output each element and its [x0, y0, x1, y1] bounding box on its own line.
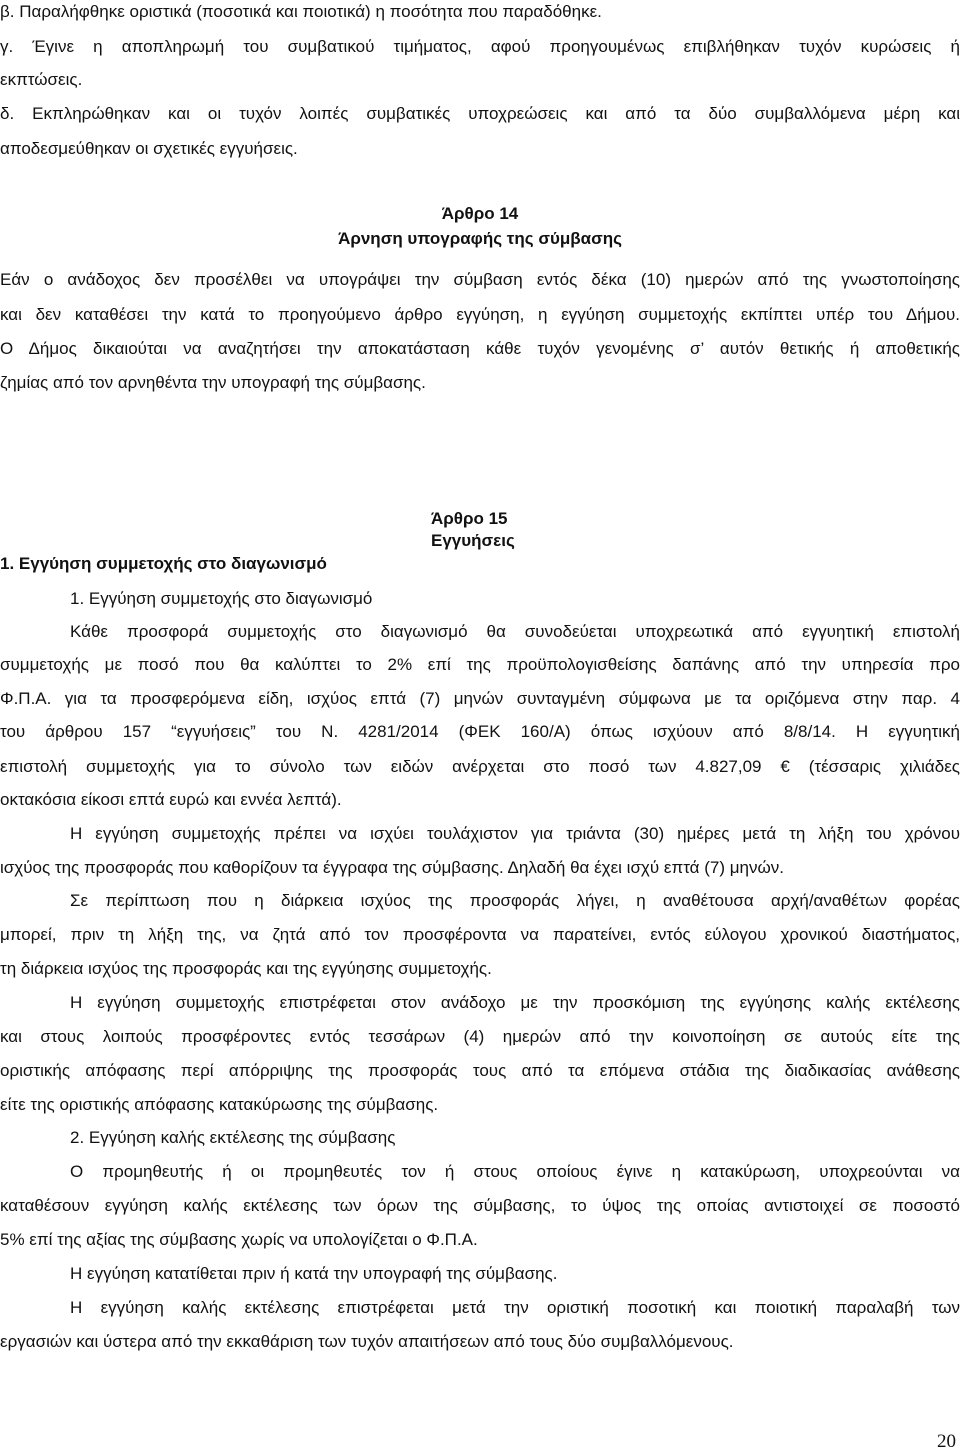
list-item-c-line-1: γ. Έγινε η αποπληρωμή του συμβατικού τιμήματος, αφού προηγουμένως επιβλήθηκαν τυχόν κυρώσεις ή [0, 37, 960, 56]
paragraph-line: οκτακόσια είκοσι επτά ευρώ και εννέα λεπτά). [0, 790, 342, 809]
paragraph-line: Σε περίπτωση που η διάρκεια ισχύος της προσφοράς λήγει, η αναθέτουσα αρχή/αναθέτων φορέας [70, 891, 960, 910]
paragraph-line: συμμετοχής με ποσό που θα καλύπτει το 2% επί της προϋπολογισθείσης δαπάνης από την υπηρεσία προ [0, 655, 960, 674]
paragraph-line: ισχύος της προσφοράς που καθορίζουν τα έγγραφα της σύμβασης. Δηλαδή θα έχει ισχύ επτά (7) μηνών. [0, 858, 784, 877]
paragraph-line: Εάν ο ανάδοχος δεν προσέλθει να υπογράψει την σύμβαση εντός δέκα (10) ημερών από της γνωστοποίησης [0, 270, 960, 289]
paragraph-line: και στους λοιπούς προσφέροντες εντός τεσσάρων (4) ημερών από την κοινοποίηση σε αυτούς είτε της [0, 1027, 960, 1046]
section-1-subheading: 1. Εγγύηση συμμετοχής στο διαγωνισμό [70, 589, 373, 608]
paragraph-line: Φ.Π.Α. για τα προσφερόμενα είδη, ισχύος επτά (7) μηνών συνταγμένη σύμφωνα με τα οριζόμενα στην παρ. 4 [0, 689, 960, 708]
paragraph-line: επιστολή συμμετοχής για το σύνολο των ειδών ανέρχεται στο ποσό των 4.827,09 € (τέσσαρις χιλιάδες [0, 757, 960, 776]
paragraph-line: Ο προμηθευτής ή οι προμηθευτές τον ή στους οποίους έγινε η κατακύρωση, υποχρεούνται να [70, 1162, 960, 1181]
paragraph-line: καταθέσουν εγγύηση καλής εκτέλεσης των όρων της σύμβασης, το ύψος της οποίας αντιστοιχεί σε ποσοστό [0, 1196, 960, 1215]
paragraph-line: Ο Δήμος δικαιούται να αναζητήσει την αποκατάσταση κάθε τυχόν γενομένης σ’ αυτόν θετικής ή αποθετικής [0, 339, 960, 358]
paragraph-line: Κάθε προσφορά συμμετοχής στο διαγωνισμό θα συνοδεύεται υποχρεωτικά από εγγυητική επιστολή [70, 622, 960, 641]
paragraph-line: του άρθρου 157 “εγγυήσεις” του Ν. 4281/2014 (ΦΕΚ 160/Α) όπως ισχύουν από 8/8/14. Η εγγυητική [0, 722, 960, 741]
list-item-c-line-2: εκπτώσεις. [0, 70, 83, 89]
list-item-b: β. Παραλήφθηκε οριστικά (ποσοτικά και ποιοτικά) η ποσότητα που παραδόθηκε. [0, 2, 602, 21]
paragraph-line: Η εγγύηση συμμετοχής επιστρέφεται στον ανάδοχο με την προσκόμιση της εγγύησης καλής εκτέλεσης [70, 993, 960, 1012]
paragraph-line: ζημίας από τον αρνηθέντα την υπογραφή της σύμβασης. [0, 373, 426, 392]
list-item-d-line-1: δ. Εκπληρώθηκαν και οι τυχόν λοιπές συμβατικές υποχρεώσεις και από τα δύο συμβαλλόμενα μέρη και [0, 104, 960, 123]
paragraph-line: Η εγγύηση συμμετοχής πρέπει να ισχύει τουλάχιστον για τριάντα (30) ημέρες μετά τη λήξη του χρόνου [70, 824, 960, 843]
paragraph-line: μπορεί, πριν τη λήξη της, να ζητά από τον προσφέροντα να παρατείνει, εντός εύλογου χρονικού διαστήματος, [0, 925, 960, 944]
paragraph-line: οριστικής απόφασης περί απόρριψης της προσφοράς τους από τα επόμενα στάδια της διαδικασίας ανάθεσης [0, 1061, 960, 1080]
article-15-number: Άρθρο 15 [431, 509, 508, 528]
list-item-d-line-2: αποδεσμεύθηκαν οι σχετικές εγγυήσεις. [0, 139, 298, 158]
paragraph-line: και δεν καταθέσει την κατά το προηγούμενο άρθρο εγγύηση, η εγγύηση συμμετοχής εκπίπτει υπέρ του Δήμου. [0, 305, 960, 324]
paragraph-line: τη διάρκεια ισχύος της προσφοράς και της εγγύησης συμμετοχής. [0, 959, 492, 978]
article-14-number: Άρθρο 14 [441, 204, 519, 223]
paragraph-line: Η εγγύηση καλής εκτέλεσης επιστρέφεται μετά την οριστική ποσοτική και ποιοτική παραλαβή των [70, 1298, 960, 1317]
paragraph-line: είτε της οριστικής απόφασης κατακύρωσης της σύμβασης. [0, 1095, 439, 1114]
article-15-title: Εγγυήσεις [431, 531, 515, 550]
page-number: 20 [937, 1431, 956, 1452]
paragraph-line: Η εγγύηση κατατίθεται πριν ή κατά την υπογραφή της σύμβασης. [70, 1264, 558, 1283]
section-2-heading: 2. Εγγύηση καλής εκτέλεσης της σύμβασης [70, 1128, 396, 1147]
article-14-title: Άρνηση υπογραφής της σύμβασης [338, 229, 622, 248]
paragraph-line: εργασιών και ύστερα από την εκκαθάριση των τυχόν απαιτήσεων από τους δύο συμβαλλόμενους. [0, 1332, 734, 1351]
paragraph-line: 5% επί της αξίας της σύμβασης χωρίς να υπολογίζεται ο Φ.Π.Α. [0, 1230, 478, 1249]
section-1-heading: 1. Εγγύηση συμμετοχής στο διαγωνισμό [0, 554, 327, 573]
